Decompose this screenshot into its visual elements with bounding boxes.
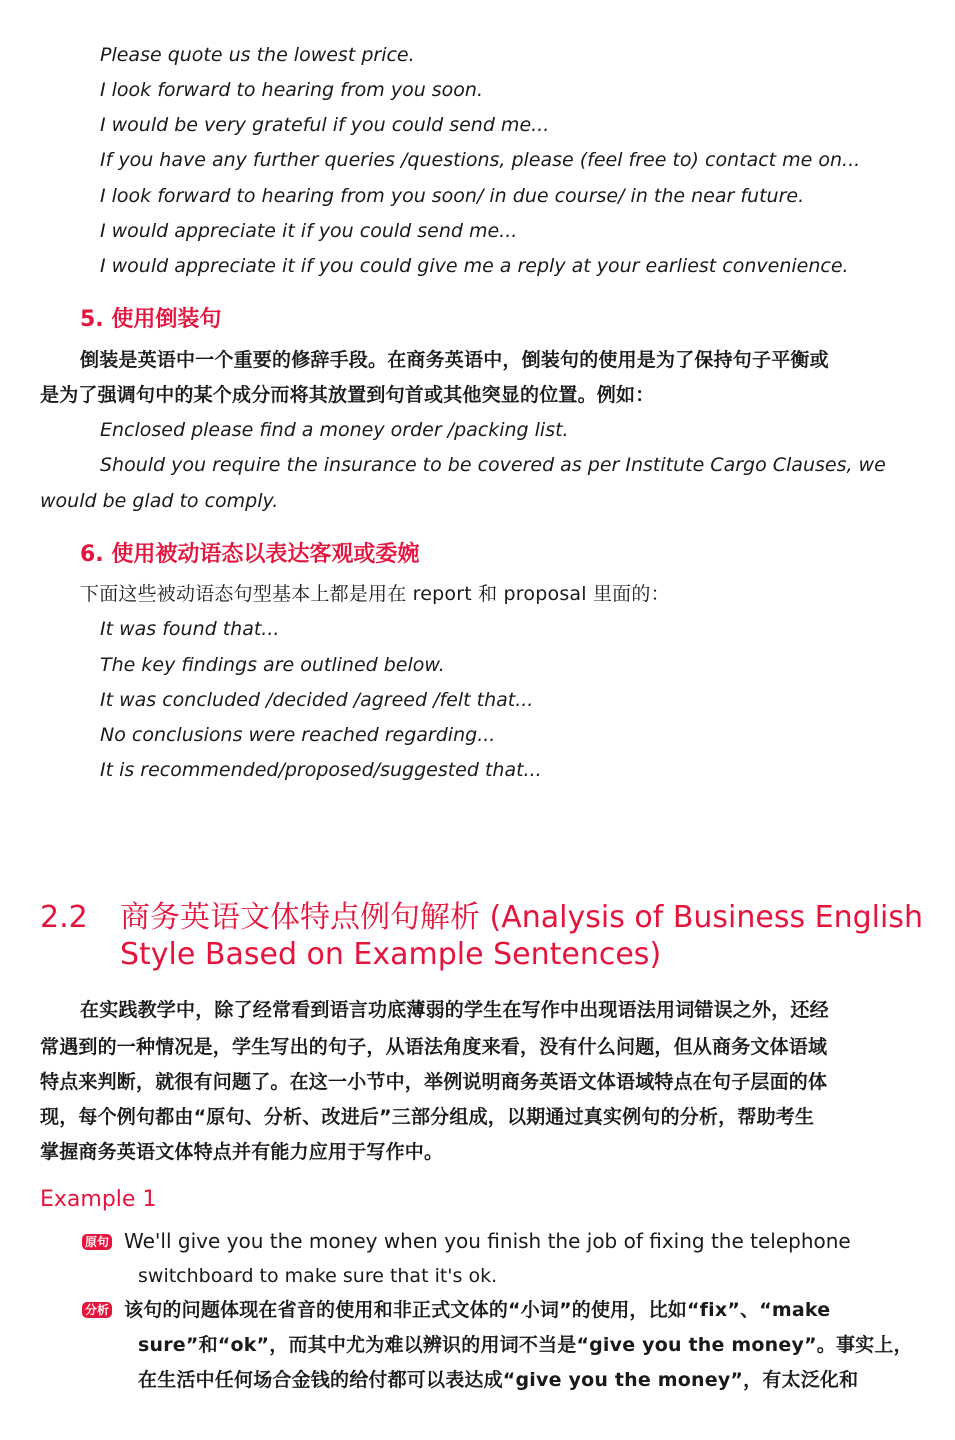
phrase-line: It was concluded /decided /agreed /felt that... (100, 689, 534, 711)
phrase-line: If you have any further queries /questions, please (feel free to) contact me on... (100, 149, 861, 171)
section-22-paragraph: 现，每个例句都由“原句、分析、改进后”三部分组成，以期通过真实例句的分析，帮助考生 (40, 1106, 815, 1128)
phrase-line: I look forward to hearing from you soon. (100, 79, 484, 101)
section-title: 商务英语文体特点例句解析 (Analysis of Business English (120, 900, 923, 935)
section-22-paragraph: 特点来判断，就很有问题了。在这一小节中，举例说明商务英语文体语域特点在句子层面的体 (40, 1071, 828, 1093)
original-text: We'll give you the money when you finish the job of fixing the telephone (124, 1229, 851, 1253)
section-6-intro: 下面这些被动语态句型基本上都是用在 report 和 proposal 里面的： (80, 583, 670, 605)
phrase-line: I would be very grateful if you could send me... (100, 114, 550, 136)
analysis-paragraph (82, 1298, 830, 1322)
example-sentence: Should you require the insurance to be covered as per Institute Cargo Clauses, we (100, 454, 886, 476)
phrase-line: I look forward to hearing from you soon/ in due course/ in the near future. (100, 185, 805, 207)
section-22-paragraph: 掌握商务英语文体特点并有能力应用于写作中。 (40, 1141, 444, 1163)
example-heading: Example 1 (40, 1187, 157, 1212)
section-title: Style Based on Example Sentences) (120, 937, 662, 972)
example-sentence: Enclosed please find a money order /packing list. (100, 419, 569, 441)
analysis-text: 该句的问题体现在省音的使用和非正式文体的“小词”的使用，比如“fix”、“make (124, 1299, 831, 1321)
analysis-paragraph-cont: sure”和“ok”，而其中尤为难以辨识的用词不当是“give you the money”。事实上， (138, 1334, 913, 1356)
section-5-paragraph: 倒装是英语中一个重要的修辞手段。在商务英语中，倒装句的使用是为了保持句子平衡或 (80, 349, 829, 371)
phrase-line: I would appreciate it if you could give me a reply at your earliest convenience. (100, 255, 849, 277)
section-5-heading: 5. 使用倒装句 (80, 307, 222, 332)
phrase-line: Please quote us the lowest price. (100, 44, 415, 66)
phrase-line: No conclusions were reached regarding... (100, 724, 496, 746)
analysis-tag-badge: 分析 (82, 1302, 112, 1318)
analysis-paragraph-cont: 在生活中任何场合金钱的给付都可以表达成“give you the money”，有太泛化和 (138, 1369, 859, 1391)
phrase-line: I would appreciate it if you could send me... (100, 220, 518, 242)
original-sentence (82, 1229, 851, 1253)
section-5-paragraph: 是为了强调句中的某个成分而将其放置到句首或其他突显的位置。例如： (40, 384, 655, 406)
section-number: 2.2 (40, 900, 88, 935)
original-sentence-cont: switchboard to make sure that it's ok. (138, 1265, 498, 1287)
section-22-paragraph: 常遇到的一种情况是，学生写出的句子，从语法角度来看，没有什么问题，但从商务文体语域 (40, 1036, 828, 1058)
phrase-line: The key findings are outlined below. (100, 654, 445, 676)
section-22-paragraph: 在实践教学中，除了经常看到语言功底薄弱的学生在写作中出现语法用词错误之外，还经 (80, 999, 829, 1021)
phrase-line: It is recommended/proposed/suggested that... (100, 759, 542, 781)
example-sentence: would be glad to comply. (40, 490, 279, 512)
section-6-heading: 6. 使用被动语态以表达客观或委婉 (80, 542, 420, 567)
phrase-line: It was found that... (100, 618, 280, 640)
original-tag-badge: 原句 (82, 1234, 112, 1250)
